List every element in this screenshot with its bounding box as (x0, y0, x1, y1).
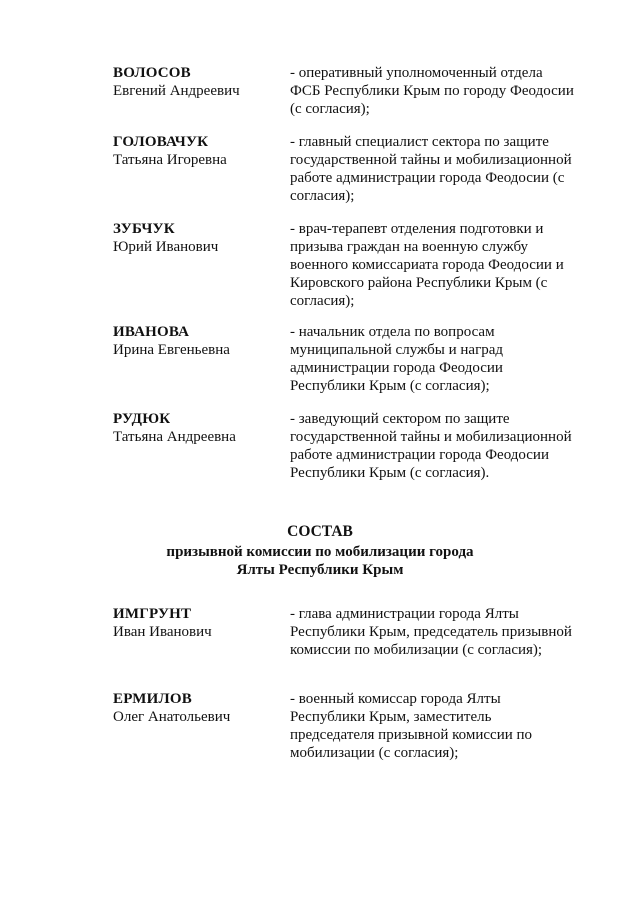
member-given-name: Иван Иванович (113, 624, 212, 640)
member-role: - заведующий сектором по защите государственной тайны и мобилизационной работе администрации города Феодосии Республики Крым (с согласия). (290, 411, 572, 481)
section-subtitle-line-2: Ялты Республики Крым (236, 562, 404, 578)
member-surname: ИВАНОВА (113, 324, 190, 340)
member-surname: ВОЛОСОВ (113, 65, 191, 81)
member-name (113, 220, 285, 256)
member-name (113, 605, 285, 641)
member-given-name: Ирина Евгеньевна (113, 342, 230, 358)
member-given-name: Татьяна Игоревна (113, 152, 227, 168)
member-name (113, 64, 285, 100)
member-role: - оперативный уполномоченный отдела ФСБ Республики Крым по городу Феодосии (с согласия); (290, 65, 574, 117)
member-given-name: Татьяна Андреевна (113, 429, 236, 445)
section-subtitle-line-1: призывной комиссии по мобилизации города (166, 544, 474, 560)
member-given-name: Евгений Андреевич (113, 83, 240, 99)
member-role: - главный специалист сектора по защите государственной тайны и мобилизационной работе администрации города Феодосии (с согласия); (290, 134, 572, 204)
member-surname: ЕРМИЛОВ (113, 691, 192, 707)
member-given-name: Олег Анатольевич (113, 709, 231, 725)
member-surname: ЗУБЧУК (113, 221, 175, 237)
member-surname: ИМГРУНТ (113, 606, 192, 622)
member-name (113, 410, 285, 446)
member-name (113, 323, 285, 359)
member-surname: РУДЮК (113, 411, 171, 427)
member-given-name: Юрий Иванович (113, 239, 219, 255)
member-surname: ГОЛОВАЧУК (113, 134, 209, 150)
member-name (113, 690, 285, 726)
member-role: - глава администрации города Ялты Республики Крым, председатель призывной комиссии по мобилизации (с согласия); (290, 606, 572, 658)
member-role: - врач-терапевт отделения подготовки и призыва граждан на военную службу военного комиссариата города Феодосии и Кировского района Республики Крым (с согласия); (290, 221, 564, 309)
member-name (113, 133, 285, 169)
section-title: СОСТАВ (287, 523, 353, 540)
section-heading (0, 523, 640, 579)
member-role: - военный комиссар города Ялты Республики Крым, заместитель председателя призывной комиссии по мобилизации (с согласия); (290, 691, 533, 761)
member-role: - начальник отдела по вопросам муниципальной службы и наград администрации города Феодосии Республики Крым (с согласия); (290, 324, 504, 394)
